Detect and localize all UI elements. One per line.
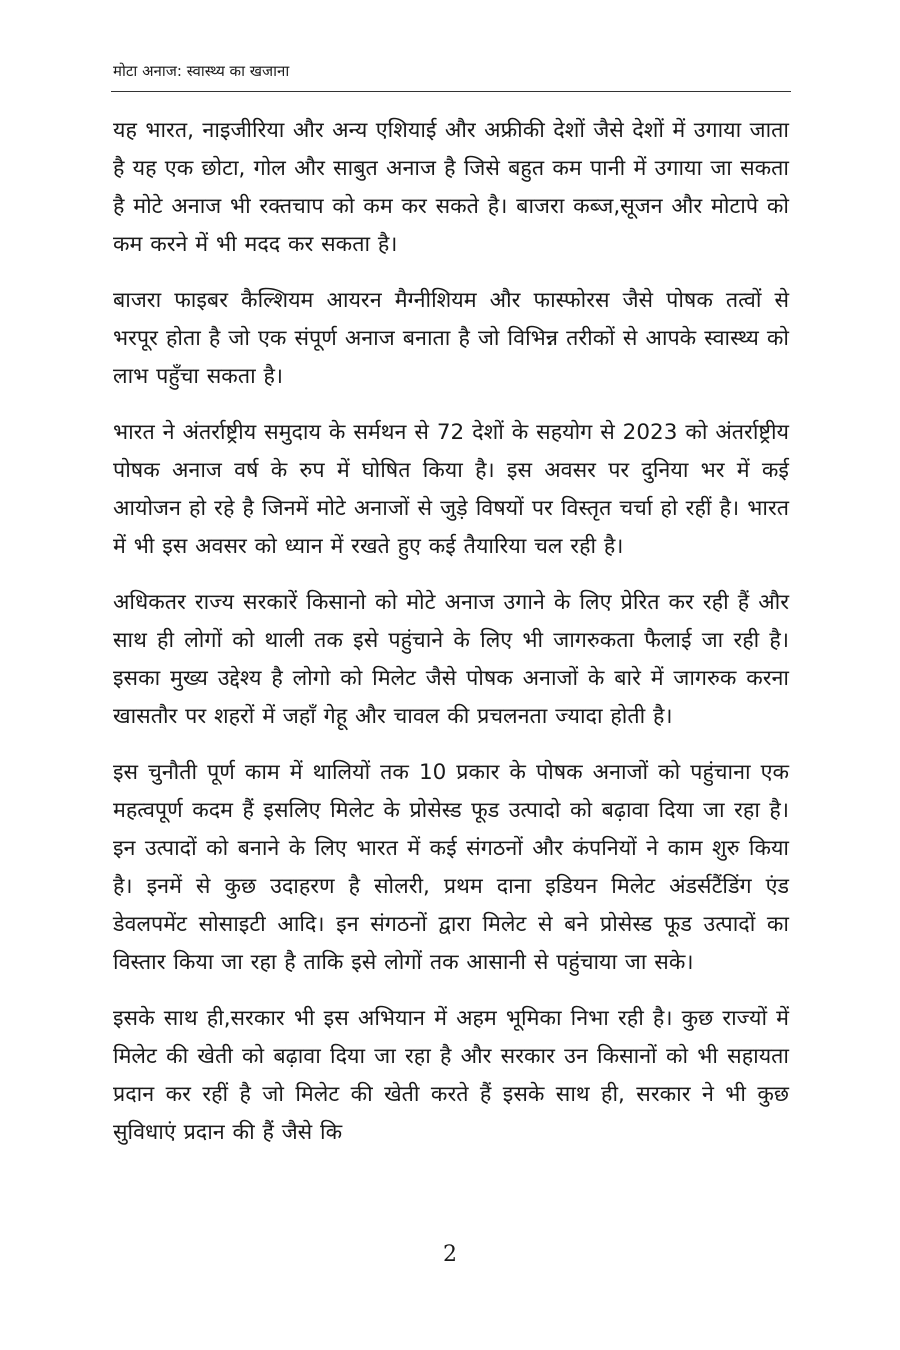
page-body <box>113 112 789 1170</box>
paragraph-2: बाजरा फाइबर कैल्शियम आयरन मैग्नीशियम और फास्फोरस जैसे पोषक तत्वों से भरपूर होता है जो एक संपूर्ण अनाज बनाता है जो विभिन्न तरीकों से आपके स्वास्थ्य को लाभ पहुँचा सकता है। <box>113 288 789 389</box>
paragraph-5: इस चुनौती पूर्ण काम में थालियों तक 10 प्रकार के पोषक अनाजों को पहुंचाना एक महत्वपूर्ण कदम हैं इसलिए मिलेट के प्रोसेस्ड फूड उत्पादो को बढ़ावा दिया जा रहा है। इन उत्पादों को बनाने के लिए भारत में कई संगठनों और कंपनियों ने काम शुरु किया है। इनमें से कुछ उदाहरण है सोलरी, प्रथम दाना इडियन मिलेट अंडर्सटैंडिंग एंड डेवलपमेंट सोसाइटी आदि। इन संगठनों द्वारा मिलेट से बने प्रोसेस्ड फूड उत्पादों का विस्तार किया जा रहा है ताकि इसे लोगों तक आसानी से पहुंचाया जा सके। <box>113 760 789 975</box>
header-divider <box>111 91 791 92</box>
running-header: मोटा अनाज: स्वास्थ्य का खजाना <box>113 62 290 80</box>
paragraph-3: भारत ने अंतर्राष्ट्रीय समुदाय के सर्मथन से 72 देशों के सहयोग से 2023 को अंतर्राष्ट्रीय पोषक अनाज वर्ष के रुप में घोषित किया है। इस अवसर पर दुनिया भर में कई आयोजन हो रहे है जिनमें मोटे अनाजों से जुड़े विषयों पर विस्तृत चर्चा हो रहीं है। भारत में भी इस अवसर को ध्यान में रखते हुए कई तैयारिया चल रही है। <box>113 420 789 559</box>
paragraph-6: इसके साथ ही,सरकार भी इस अभियान में अहम भूमिका निभा रही है। कुछ राज्यों में मिलेट की खेती को बढ़ावा दिया जा रहा है और सरकार उन किसानों को भी सहायता प्रदान कर रहीं है जो मिलेट की खेती करते हैं इसके साथ ही, सरकार ने भी कुछ सुविधाएं प्रदान की हैं जैसे कि <box>113 1006 789 1145</box>
paragraph-4: अधिकतर राज्य सरकारें किसानो को मोटे अनाज उगाने के लिए प्रेरित कर रही हैं और साथ ही लोगों को थाली तक इसे पहुंचाने के लिए भी जागरुकता फैलाई जा रही है। इसका मुख्य उद्देश्य है लोगो को मिलेट जैसे पोषक अनाजों के बारे में जागरुक करना खासतौर पर शहरों में जहॉं गेहू और चावल की प्रचलनता ज्यादा होती है। <box>113 590 789 729</box>
page-number: 2 <box>443 1242 457 1267</box>
paragraph-1: यह भारत, नाइजीरिया और अन्य एशियाई और अफ्रीकी देशों जैसे देशों में उगाया जाता है यह एक छोटा, गोल और साबुत अनाज है जिसे बहुत कम पानी में उगाया जा सकता है मोटे अनाज भी रक्तचाप को कम कर सकते है। बाजरा कब्ज,सूजन और मोटापे को कम करने में भी मदद कर सकता है। <box>113 118 789 257</box>
